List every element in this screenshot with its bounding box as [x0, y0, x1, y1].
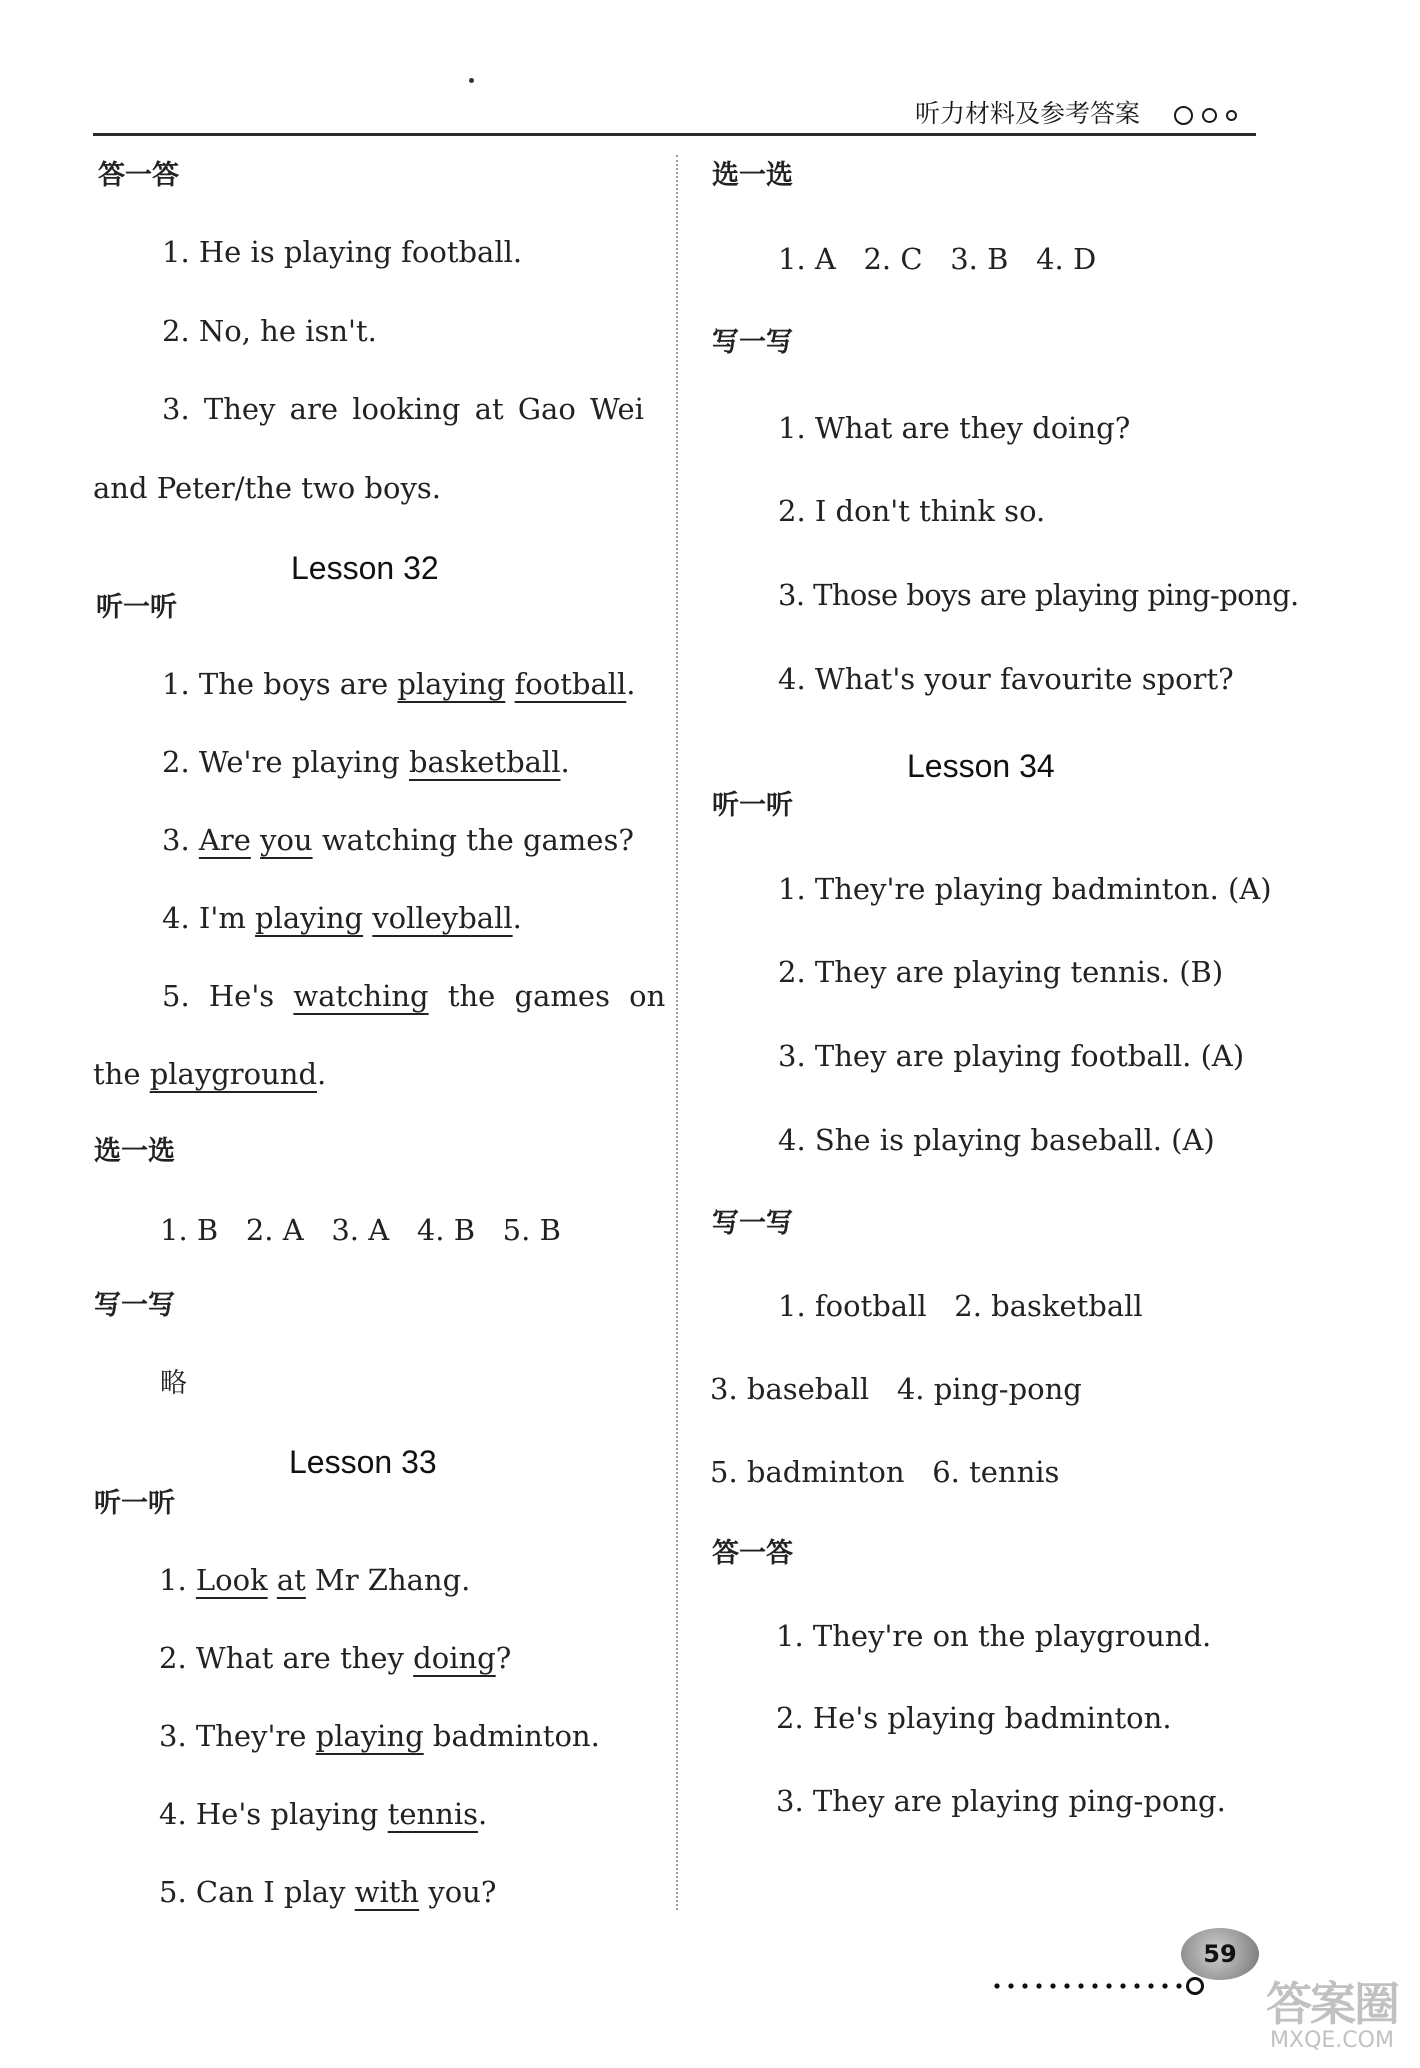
section-heading: 听一听 [94, 1488, 175, 1519]
answer-line: and Peter/the two boys. [93, 471, 441, 505]
answer-line: 2. He's playing badminton. [776, 1701, 1172, 1735]
answer-line: 3. Are you watching the games? [162, 823, 634, 857]
underlined-word: playing [397, 667, 506, 701]
underlined-word: Look [195, 1563, 268, 1597]
answer-line: 2. No, he isn't. [162, 314, 377, 348]
underlined-word: at [276, 1563, 306, 1597]
underlined-word: tennis [387, 1797, 478, 1831]
lesson-title: Lesson 33 [289, 1444, 437, 1480]
circle-icon [1226, 110, 1237, 121]
underlined-word: volleyball [372, 901, 513, 935]
answer-line: 1. They're playing badminton. (A) [778, 872, 1272, 906]
answer-line: 3. They're playing badminton. [159, 1719, 600, 1753]
answer-line: 3. They are playing football. (A) [778, 1039, 1245, 1073]
answer-line: 5. Can I play with you? [159, 1875, 497, 1909]
underlined-word: with [354, 1875, 420, 1909]
answer-line: 3. They are looking at Gao Wei [162, 392, 644, 426]
answer-line: 1. B 2. A 3. A 4. B 5. B [160, 1213, 561, 1247]
footer-circle-icon [1186, 1977, 1204, 1995]
answer-line: 略 [160, 1368, 187, 1399]
header-circles-decoration [1174, 106, 1237, 125]
running-header: 听力材料及参考答案 [915, 99, 1141, 128]
lesson-title: Lesson 34 [907, 748, 1055, 784]
answer-line: 1. Look at Mr Zhang. [159, 1563, 471, 1597]
underlined-word: Are [198, 823, 251, 857]
answer-line: 1. What are they doing? [778, 411, 1131, 445]
underlined-word: football [514, 667, 627, 701]
answer-line: 2. What are they doing? [159, 1641, 512, 1675]
answer-line: 1. football 2. basketball [778, 1289, 1143, 1323]
column-divider [676, 155, 678, 1910]
answer-line: 1. He is playing football. [162, 235, 523, 269]
underlined-word: basketball [408, 745, 561, 779]
section-heading: 写一写 [94, 1290, 175, 1321]
answer-line: 3. Those boys are playing ping-pong. [778, 578, 1299, 612]
underlined-word: playing [315, 1719, 424, 1753]
answer-line: 5. badminton 6. tennis [710, 1455, 1060, 1489]
answer-line: 3. baseball 4. ping-pong [710, 1372, 1082, 1406]
section-heading: 写一写 [712, 327, 793, 358]
underlined-word: doing [413, 1641, 496, 1675]
section-heading: 写一写 [712, 1208, 793, 1239]
section-heading: 听一听 [96, 592, 177, 623]
answer-line: 5. He's watching the games on [162, 979, 666, 1013]
answer-line: 4. I'm playing volleyball. [162, 901, 522, 935]
section-heading: 选一选 [94, 1136, 175, 1167]
answer-line: 4. She is playing baseball. (A) [778, 1123, 1215, 1157]
answer-line: 4. He's playing tennis. [159, 1797, 488, 1831]
footer-dotted-line [990, 1983, 1182, 1989]
answer-line: 1. They're on the playground. [776, 1619, 1212, 1653]
section-heading: 选一选 [712, 160, 793, 191]
stray-dot [469, 78, 474, 83]
header-rule [93, 133, 1256, 136]
underlined-word: watching [293, 979, 429, 1013]
answer-line: the playground. [93, 1057, 327, 1091]
answer-line: 2. They are playing tennis. (B) [778, 955, 1224, 989]
section-heading: 听一听 [712, 790, 793, 821]
watermark-text: 答案圈 [1266, 1976, 1398, 2031]
answer-line: 3. They are playing ping-pong. [776, 1784, 1226, 1818]
lesson-title: Lesson 32 [291, 550, 439, 586]
page-number: 59 [1203, 1940, 1237, 1968]
watermark-logo [1252, 1960, 1412, 2060]
section-heading: 答一答 [98, 160, 179, 191]
answer-line: 2. I don't think so. [778, 494, 1046, 528]
watermark-url: MXQE.COM [1270, 2027, 1394, 2053]
section-heading: 答一答 [712, 1538, 793, 1569]
answer-line: 4. What's your favourite sport? [778, 662, 1234, 696]
underlined-word: playground [149, 1057, 318, 1091]
underlined-word: you [260, 823, 313, 857]
answer-line: 1. The boys are playing football. [162, 667, 636, 701]
page-number-badge [1181, 1928, 1259, 1980]
answer-line: 1. A 2. C 3. B 4. D [778, 242, 1097, 276]
circle-icon [1174, 106, 1193, 125]
answer-line: 2. We're playing basketball. [162, 745, 570, 779]
underlined-word: playing [255, 901, 364, 935]
circle-icon [1202, 108, 1217, 123]
